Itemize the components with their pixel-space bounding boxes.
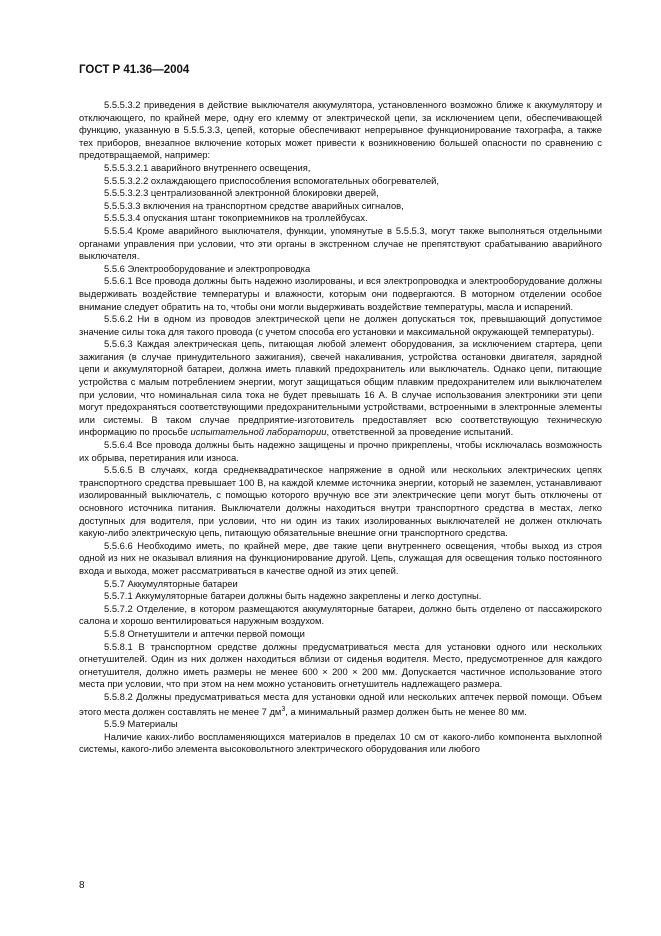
paragraph: 5.5.5.3.4 опускания штанг токоприемников на троллейбусах. <box>104 212 368 224</box>
section-heading: 5.5.8 Огнетушители и аптечки первой помощи <box>104 627 305 639</box>
paragraph: 5.5.5.3.2.1 аварийного внутреннего освещения, <box>104 161 311 173</box>
paragraph: 5.5.6.5 В случаях, когда среднеквадратическое напряжение в одной или нескольких электрических цепях транспортного средства превышает 100 В, на каждой клемме источника энергии, который не заземлен, устанавливают изолированный выключатель, с помощью которого вручную все эти электрические цепи могут быть отключены от основного источника питания. Выключатели должны находиться внутри транспортного средства в местах, легко доступных для водителя, при условии, что ни один из таких изолированных выключателей не должен отключать какую-либо электрическую цепь, питающую обязательные внешние огни транспортного средства. <box>79 464 602 539</box>
paragraph <box>79 691 602 718</box>
paragraph-text: , ответственной за проведение испытаний. <box>326 426 514 438</box>
paragraph: 5.5.7.2 Отделение, в котором размещаются аккумуляторные батареи, должно быть отделено от пассажирского салона и хорошо вентилироваться наружным воздухом. <box>79 602 602 627</box>
paragraph: 5.5.8.1 В транспортном средстве должны предусматриваться места для установки одного или нескольких огнетушителей. Один из них должен находиться вблизи от сиденья водителя. Место, предусмотренное для каждого огнетушителя, должно иметь размеры не менее 600 × 200 × 200 мм. Допускается частичное использование этого места при условии, что при этом на нем можно установить огнетушитель надлежащего размера. <box>79 640 602 690</box>
paragraph-text: 5.5.6.3 Каждая электрическая цепь, питающая любой элемент оборудования, за исключением стартера, цепи зажигания (в случае принудительного зажигания), свечей накаливания, устройства остановки двигателя, зарядной цепи и аккумуляторной батареи, должна иметь плавкий предохранитель или выключатель. Однако цепи, питающие устройства с малым потреблением энергии, могут защищаться общим плавким предохранителем или выключателем при условии, что номинальная сила тока не будет превышать 16 А. В случае использования электроники эти цепи могут предохраняться соответствующими предохранительными устройствами, встроенными в электронные элементы или системы. В таком случае предприятие-изготовитель предоставляет всю соответствующую техническую информацию по просьбе <box>79 338 602 438</box>
paragraph: Наличие каких-либо воспламеняющихся материалов в пределах 10 см от какого-либо компонента выхлопной системы, какого-либо элемента высоковольтного электрического оборудования или любого <box>79 730 602 755</box>
paragraph-text: 5.5.8.2 Должны предусматриваться места для установки одной или нескольких аптечек первой помощи. Объем этого места должен составлять не менее 7 дм <box>79 690 602 717</box>
italic-term: испытательной лаборатории <box>190 426 327 438</box>
paragraph: 5.5.6.1 Все провода должны быть надежно изолированы, и вся электропроводка и электрооборудование должны выдерживать воздействие температуры и влажности, которым они подвергаются. В моторном отделении особое внимание следует обратить на то, чтобы они могли выдерживать воздействие температуры, масла и испарений. <box>79 275 602 312</box>
paragraph-text: , а минимальный размер должен быть не менее 80 мм. <box>285 705 527 717</box>
section-heading: 5.5.9 Материалы <box>104 718 178 730</box>
superscript: 3 <box>281 705 286 713</box>
paragraph: 5.5.5.4 Кроме аварийного выключателя, функции, упомянутые в 5.5.5.3, могут также выполняться отдельными органами управления при условии, что эти органы в экстренном случае не препятствуют срабатыванию аварийного выключателя. <box>79 224 602 262</box>
paragraph: 5.5.5.3.2.2 охлаждающего приспособления вспомогательных обогревателей, <box>104 174 440 186</box>
section-heading: 5.5.7 Аккумуляторные батареи <box>104 577 238 589</box>
page-number: 8 <box>79 880 85 891</box>
paragraph: 5.5.5.3.2 приведения в действие выключателя аккумулятора, установленного возможно ближе к аккумулятору и отключающего, по крайней мере, одну его клемму от электрической цепи, за исключением цепи, обеспечивающей функцию, указанную в 5.5.5.3.3, цепей, которые обеспечивают непрерывное функционирование тахографа, а также тех приборов, внезапное включение которых может привести к возникновению большей опасности по сравнению с предотвращаемой, например: <box>79 99 602 161</box>
section-heading: 5.5.6 Электрооборудование и электропроводка <box>104 262 311 274</box>
paragraph: 5.5.7.1 Аккумуляторные батареи должны быть надежно закреплены и легко доступны. <box>104 590 482 602</box>
paragraph: 5.5.6.6 Необходимо иметь, по крайней мере, две такие цепи внутреннего освещения, чтобы выход из строя одной из них не оказывал влияния на функционирование другой. Цепь, служащая для освещения только постоянного входа и выхода, может рассматриваться в качестве одной из этих цепей. <box>79 539 602 576</box>
paragraph <box>79 338 602 439</box>
paragraph: 5.5.6.4 Все провода должны быть надежно защищены и прочно прикреплены, чтобы исключалась возможность их обрыва, перетирания или износа. <box>79 439 602 463</box>
paragraph: 5.5.5.3.2.3 централизованной электронной блокировки дверей, <box>104 187 379 199</box>
paragraph: 5.5.6.2 Ни в одном из проводов электрической цепи не должен допускаться ток, превышающий допустимое значение силы тока для такого провода (с учетом способа его установки и максимальной окружающей температуры). <box>79 313 602 337</box>
paragraph: 5.5.5.3.3 включения на транспортном средстве аварийных сигналов, <box>104 199 404 211</box>
document-header: ГОСТ Р 41.36—2004 <box>79 64 190 76</box>
document-body <box>79 99 602 756</box>
